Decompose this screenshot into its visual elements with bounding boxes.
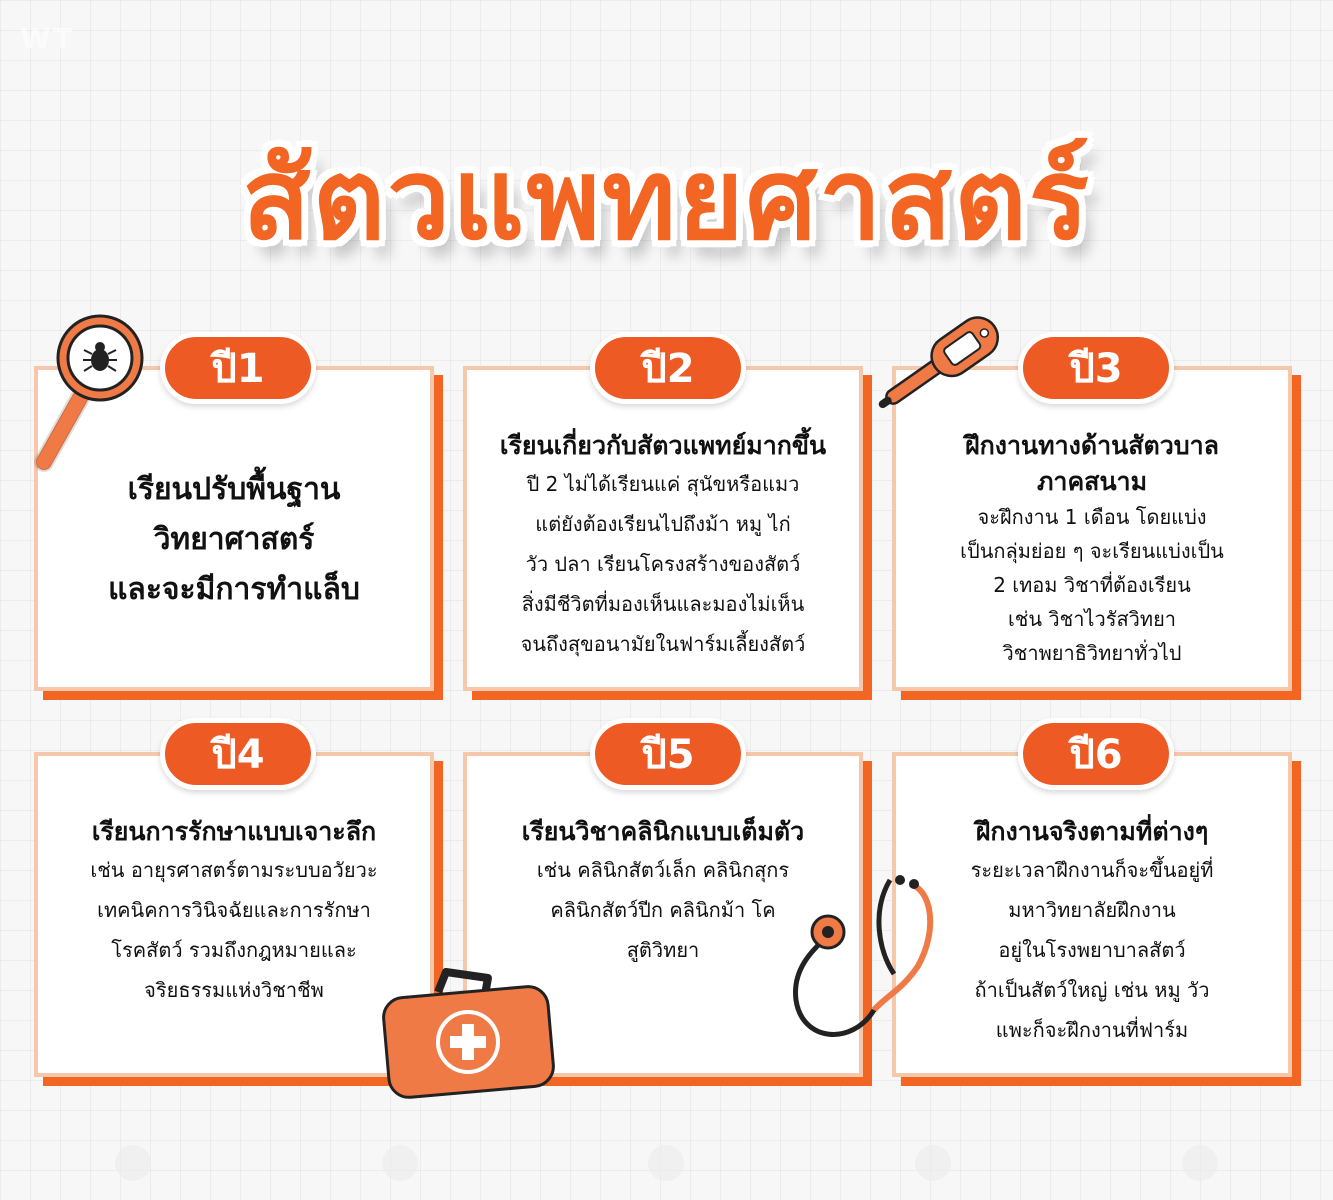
year-2-heading: เรียนเกี่ยวกับสัตวแพทย์มากขึ้น xyxy=(499,431,827,460)
year-1-line-3: และจะมีการทำแล็บ xyxy=(108,572,360,607)
year-4-line-3: โรคสัตว์ รวมถึงกฎหมายและ xyxy=(111,938,357,962)
card-year-3-body xyxy=(896,428,1288,670)
card-year-4 xyxy=(34,752,434,1077)
year-5-line-3: สูติวิทยา xyxy=(626,938,700,962)
year-1-badge: ปี1 xyxy=(160,332,316,404)
watermark-logo: WT xyxy=(20,22,74,55)
year-2-line-1: ปี 2 ไม่ได้เรียนแค่ สุนัขหรือแมว xyxy=(526,472,800,496)
year-5-line-1: เช่น คลินิกสัตว์เล็ก คลินิกสุกร xyxy=(536,858,790,882)
year-5-heading: เรียนวิชาคลินิกแบบเต็มตัว xyxy=(521,817,805,846)
year-5-badge: ปี5 xyxy=(590,718,746,790)
year-3-heading-2: ภาคสนาม xyxy=(1036,467,1148,496)
card-year-6 xyxy=(892,752,1292,1077)
first-aid-kit-icon xyxy=(376,962,561,1102)
footer-item xyxy=(648,1145,684,1181)
year-2-line-3: วัว ปลา เรียนโครงสร้างของสัตว์ xyxy=(525,552,801,576)
year-3-heading: ฝึกงานทางด้านสัตวบาล xyxy=(965,431,1219,460)
year-2-line-2: แต่ยังต้องเรียนไปถึงม้า หมู ไก่ xyxy=(535,512,791,536)
footer-item xyxy=(115,1145,151,1181)
stethoscope-icon xyxy=(782,870,952,1050)
card-year-2-body xyxy=(467,428,859,664)
year-6-line-2: มหาวิทยาลัยฝึกงาน xyxy=(1008,898,1176,922)
year-4-line-2: เทคนิคการวินิจฉัยและการรักษา xyxy=(97,898,371,922)
year-6-line-5: แพะก็จะฝึกงานที่ฟาร์ม xyxy=(995,1018,1189,1042)
year-3-line-4: เช่น วิชาไวรัสวิทยา xyxy=(1007,607,1177,631)
year-2-badge: ปี2 xyxy=(590,332,746,404)
year-2-line-5: จนถึงสุขอนามัยในฟาร์มเลี้ยงสัตว์ xyxy=(520,632,806,656)
card-year-1-body xyxy=(38,465,430,615)
year-3-line-5: วิชาพยาธิวิทยาทั่วไป xyxy=(1002,641,1182,665)
year-4-line-4: จริยธรรมแห่งวิชาชีพ xyxy=(144,978,324,1002)
year-3-line-2: เป็นกลุ่มย่อย ๆ จะเรียนแบ่งเป็น xyxy=(960,539,1224,563)
year-3-line-1: จะฝึกงาน 1 เดือน โดยแบ่ง xyxy=(977,505,1207,529)
year-3-line-3: 2 เทอม วิชาที่ต้องเรียน xyxy=(993,573,1191,597)
year-1-line-2: วิทยาศาสตร์ xyxy=(153,522,315,557)
magnifier-tick-icon xyxy=(22,310,162,480)
card-year-2 xyxy=(463,366,863,691)
year-6-line-4: ถ้าเป็นสัตว์ใหญ่ เช่น หมู วัว xyxy=(974,978,1210,1002)
thermometer-icon xyxy=(866,312,1016,422)
year-6-line-3: อยู่ในโรงพยาบาลสัตว์ xyxy=(998,938,1186,962)
year-4-line-1: เช่น อายุรศาสตร์ตามระบบอวัยวะ xyxy=(90,858,378,882)
card-year-6-body xyxy=(896,814,1288,1050)
year-6-line-1: ระยะเวลาฝึกงานก็จะขึ้นอยู่ที่ xyxy=(970,858,1214,882)
year-6-heading: ฝึกงานจริงตามที่ต่างๆ xyxy=(975,817,1209,846)
year-4-heading: เรียนการรักษาแบบเจาะลึก xyxy=(91,817,377,846)
year-3-badge: ปี3 xyxy=(1018,332,1174,404)
footer-item xyxy=(915,1145,951,1181)
year-2-line-4: สิ่งมีชีวิตที่มองเห็นและมองไม่เห็น xyxy=(521,592,805,616)
year-1-line-1: เรียนปรับพื้นฐาน xyxy=(127,472,341,507)
card-year-4-body xyxy=(38,814,430,1010)
year-6-badge: ปี6 xyxy=(1018,718,1174,790)
year-5-line-2: คลินิกสัตว์ปีก คลินิกม้า โค xyxy=(550,898,776,922)
footer-item xyxy=(1182,1145,1218,1181)
page-title: สัตวแพทยศาสตร์ xyxy=(242,135,1091,265)
year-4-badge: ปี4 xyxy=(160,718,316,790)
footer-item xyxy=(382,1145,418,1181)
footer-watermark xyxy=(0,1135,1333,1190)
